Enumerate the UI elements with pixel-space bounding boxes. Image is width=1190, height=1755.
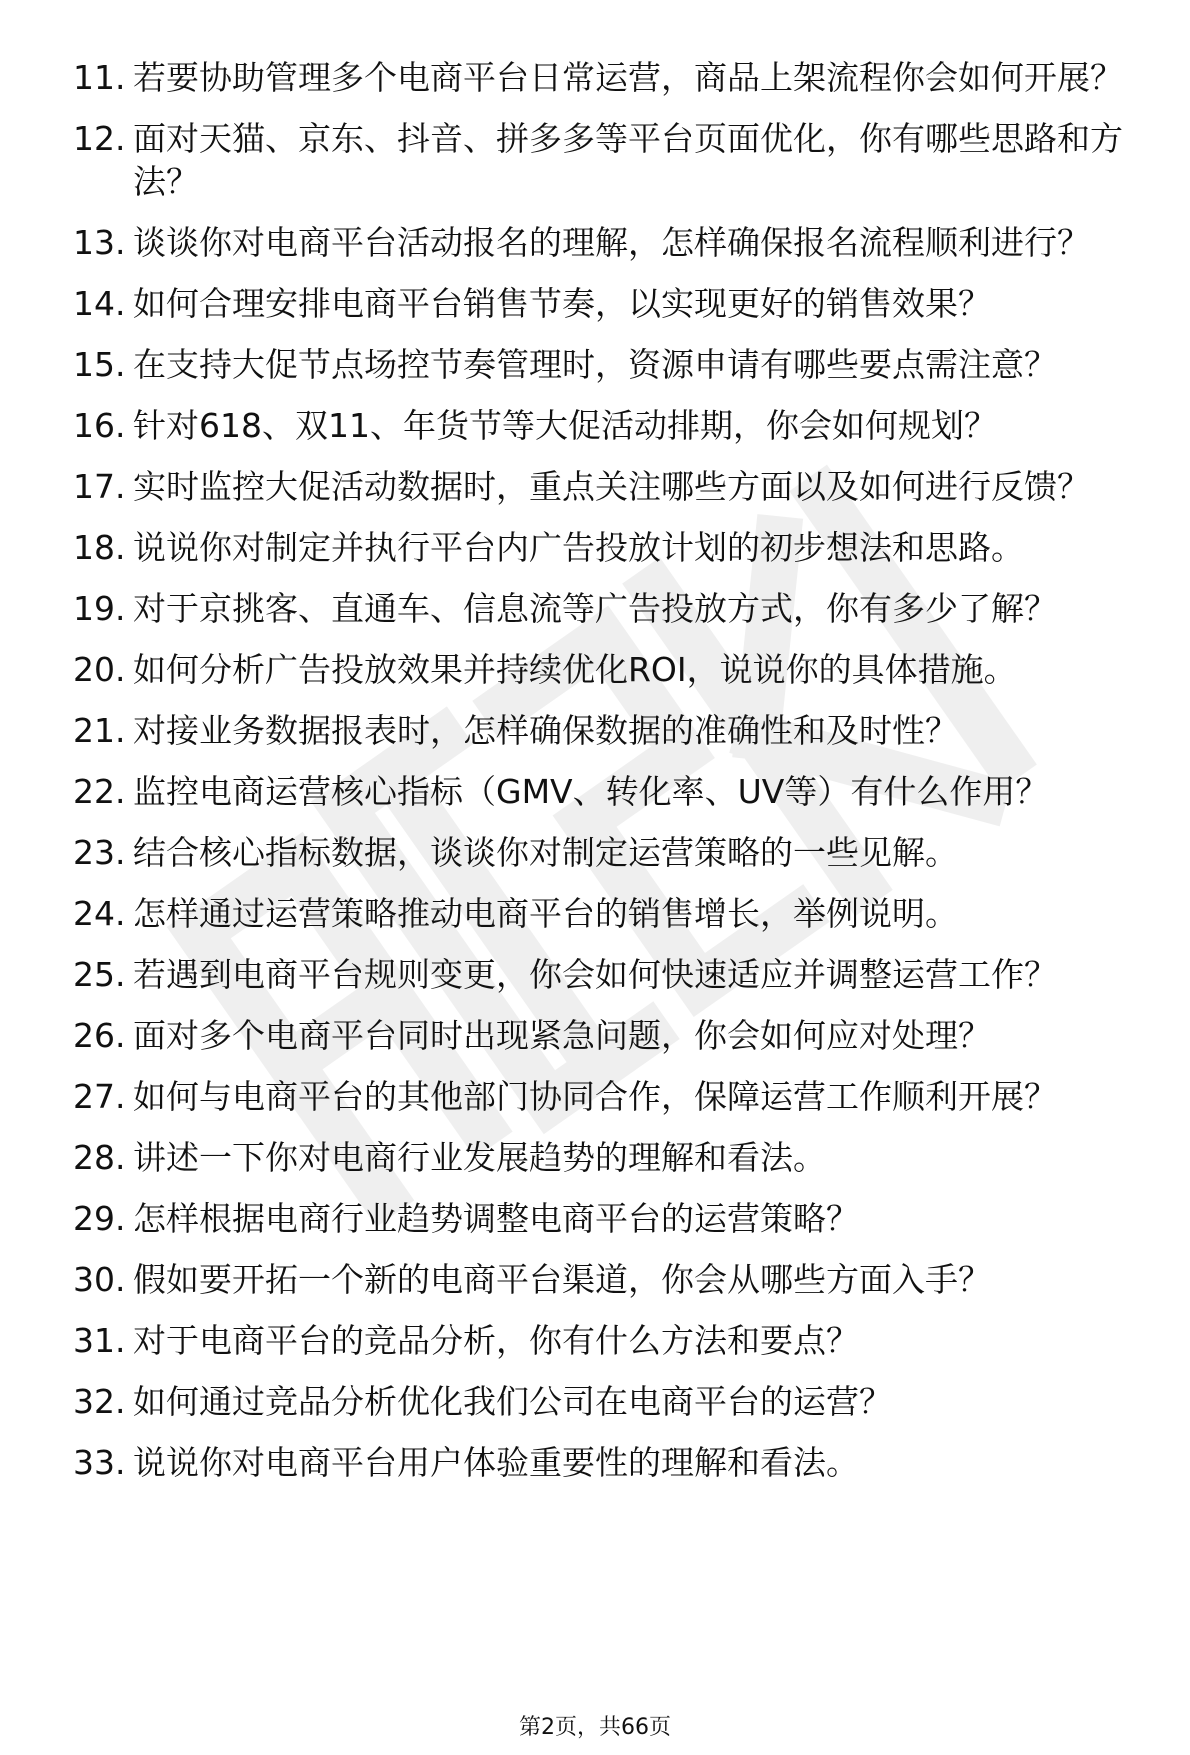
question-text: 怎样根据电商行业趋势调整电商平台的运营策略？ xyxy=(133,1199,859,1238)
question-text: 假如要开拓一个新的电商平台渠道，你会从哪些方面入手？ xyxy=(133,1260,991,1299)
question-number-dot: . xyxy=(115,406,126,445)
question-item xyxy=(55,953,1155,996)
question-text: 怎样通过运营策略推动电商平台的销售增长，举例说明。 xyxy=(133,894,958,933)
question-text: 面对多个电商平台同时出现紧急问题，你会如何应对处理？ xyxy=(133,1016,991,1055)
question-item xyxy=(55,1258,1155,1301)
question-number: 31 xyxy=(73,1321,115,1360)
question-number: 27 xyxy=(73,1077,115,1116)
question-text: 针对618、双11、年货节等大促活动排期，你会如何规划？ xyxy=(133,406,997,445)
question-number: 16 xyxy=(73,406,115,445)
question-text: 若遇到电商平台规则变更，你会如何快速适应并调整运营工作？ xyxy=(133,955,1057,994)
question-number-dot: . xyxy=(115,284,126,323)
question-number-dot: . xyxy=(115,1199,126,1238)
question-number-dot: . xyxy=(115,345,126,384)
question-number: 12 xyxy=(73,119,115,158)
question-number-dot: . xyxy=(115,1443,126,1482)
question-number: 19 xyxy=(73,589,115,628)
question-text: 如何合理安排电商平台销售节奏，以实现更好的销售效果？ xyxy=(133,284,991,323)
question-number: 23 xyxy=(73,833,115,872)
question-number-dot: . xyxy=(115,1077,126,1116)
question-text: 对于电商平台的竞品分析，你有什么方法和要点？ xyxy=(133,1321,859,1360)
question-item xyxy=(55,1014,1155,1057)
question-number: 17 xyxy=(73,467,115,506)
question-number: 22 xyxy=(73,772,115,811)
question-text: 说说你对制定并执行平台内广告投放计划的初步想法和思路。 xyxy=(133,528,1024,567)
question-item xyxy=(55,1197,1155,1240)
question-number: 11 xyxy=(73,58,115,97)
page-number-label: 第2页，共66页 xyxy=(519,1715,671,1740)
question-number-dot: . xyxy=(115,528,126,567)
question-number-dot: . xyxy=(115,772,126,811)
question-item xyxy=(55,404,1155,447)
question-item xyxy=(55,587,1155,630)
question-number: 30 xyxy=(73,1260,115,1299)
question-number-dot: . xyxy=(115,650,126,689)
question-item xyxy=(55,221,1155,264)
page-footer xyxy=(0,1714,1190,1742)
question-number: 13 xyxy=(73,223,115,262)
question-item xyxy=(55,709,1155,752)
question-number: 26 xyxy=(73,1016,115,1055)
question-number: 25 xyxy=(73,955,115,994)
question-item xyxy=(55,526,1155,569)
question-item xyxy=(55,343,1155,386)
question-item xyxy=(55,1380,1155,1423)
question-item xyxy=(55,117,1155,203)
question-number-dot: . xyxy=(115,1138,126,1177)
question-item xyxy=(55,465,1155,508)
question-text: 在支持大促节点场控节奏管理时，资源申请有哪些要点需注意？ xyxy=(133,345,1057,384)
question-number: 28 xyxy=(73,1138,115,1177)
question-number-dot: . xyxy=(115,1260,126,1299)
question-number-dot: . xyxy=(115,589,126,628)
question-item xyxy=(55,1136,1155,1179)
question-number-dot: . xyxy=(115,955,126,994)
question-item xyxy=(55,831,1155,874)
question-number-dot: . xyxy=(115,711,126,750)
question-text: 若要协助管理多个电商平台日常运营，商品上架流程你会如何开展？ xyxy=(133,58,1123,97)
question-number-dot: . xyxy=(115,223,126,262)
question-number-dot: . xyxy=(115,119,126,158)
question-item xyxy=(55,1319,1155,1362)
question-item xyxy=(55,282,1155,325)
question-number: 33 xyxy=(73,1443,115,1482)
question-text: 如何与电商平台的其他部门协同合作，保障运营工作顺利开展？ xyxy=(133,1077,1057,1116)
question-number-dot: . xyxy=(115,1016,126,1055)
question-number-dot: . xyxy=(115,1321,126,1360)
question-number: 15 xyxy=(73,345,115,384)
question-text: 说说你对电商平台用户体验重要性的理解和看法。 xyxy=(133,1443,859,1482)
question-item xyxy=(55,648,1155,691)
question-text: 面对天猫、京东、抖音、拼多多等平台页面优化，你有哪些思路和方法？ xyxy=(133,119,1123,201)
question-number-dot: . xyxy=(115,1382,126,1421)
question-number-dot: . xyxy=(115,467,126,506)
question-item xyxy=(55,56,1155,99)
question-number-dot: . xyxy=(115,894,126,933)
question-number-dot: . xyxy=(115,833,126,872)
question-text: 对于京挑客、直通车、信息流等广告投放方式，你有多少了解？ xyxy=(133,589,1057,628)
question-text: 对接业务数据报表时，怎样确保数据的准确性和及时性？ xyxy=(133,711,958,750)
question-text: 实时监控大促活动数据时，重点关注哪些方面以及如何进行反馈？ xyxy=(133,467,1090,506)
question-number: 24 xyxy=(73,894,115,933)
question-text: 结合核心指标数据，谈谈你对制定运营策略的一些见解。 xyxy=(133,833,958,872)
question-number-dot: . xyxy=(115,58,126,97)
question-text: 如何通过竞品分析优化我们公司在电商平台的运营？ xyxy=(133,1382,892,1421)
question-text: 讲述一下你对电商行业发展趋势的理解和看法。 xyxy=(133,1138,826,1177)
question-item xyxy=(55,770,1155,813)
question-number: 14 xyxy=(73,284,115,323)
question-number: 32 xyxy=(73,1382,115,1421)
question-item xyxy=(55,892,1155,935)
question-item xyxy=(55,1075,1155,1118)
question-number: 29 xyxy=(73,1199,115,1238)
question-number: 20 xyxy=(73,650,115,689)
question-list xyxy=(55,56,1155,1502)
question-text: 谈谈你对电商平台活动报名的理解，怎样确保报名流程顺利进行？ xyxy=(133,223,1090,262)
question-text: 如何分析广告投放效果并持续优化ROI，说说你的具体措施。 xyxy=(133,650,1017,689)
question-number: 21 xyxy=(73,711,115,750)
question-number: 18 xyxy=(73,528,115,567)
question-text: 监控电商运营核心指标（GMV、转化率、UV等）有什么作用？ xyxy=(133,772,1049,811)
question-item xyxy=(55,1441,1155,1484)
